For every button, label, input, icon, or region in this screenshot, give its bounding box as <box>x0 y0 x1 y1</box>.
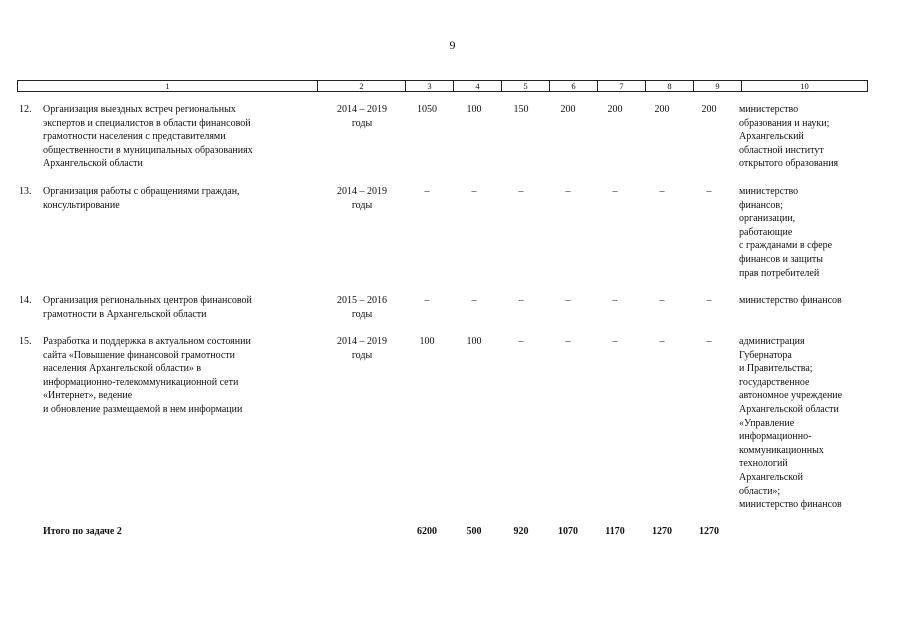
header-col-3: 3 <box>406 81 454 91</box>
value-col-7: 200 <box>607 104 623 115</box>
header-col-1: 1 <box>18 81 318 91</box>
row-name: Разработка и поддержка в актуальном состоянии сайта «Повышение финансовой грамотности населения Архангельской области» в информационно-телекоммуникационной сети «Интернет», ведение и обновление размещаемой в нем информации <box>43 336 251 415</box>
value-col-6: 200 <box>560 104 576 115</box>
value-col-3: – <box>424 186 430 197</box>
total-col-5: 920 <box>513 526 529 537</box>
row-period: 2014 – 2019 годы <box>337 104 387 129</box>
value-col-8: 200 <box>654 104 670 115</box>
total-col-6: 1070 <box>558 526 578 537</box>
value-col-4: – <box>471 186 477 197</box>
value-col-5: – <box>518 336 524 347</box>
header-col-7: 7 <box>598 81 646 91</box>
value-col-6: – <box>565 295 571 306</box>
value-col-5: 150 <box>513 104 529 115</box>
value-col-3: – <box>424 295 430 306</box>
row-name: Организация выездных встреч региональных экспертов и специалистов в области финансовой грамотности населения с представителями общественности в муниципальных образованиях Архангельской области <box>43 104 253 170</box>
row-period: 2014 – 2019 годы <box>337 336 387 361</box>
header-col-10: 10 <box>800 81 809 91</box>
value-col-4: – <box>471 295 477 306</box>
value-col-7: – <box>612 336 618 347</box>
value-col-9: – <box>706 186 712 197</box>
value-col-9: – <box>706 295 712 306</box>
value-col-7: – <box>612 295 618 306</box>
total-label: Итого по задаче 2 <box>43 526 122 537</box>
header-col-8: 8 <box>646 81 694 91</box>
row-number: 15. <box>19 336 32 347</box>
total-col-7: 1170 <box>605 526 625 537</box>
row-responsible: министерство финансов; организации, работающие с гражданами в сфере финансов и защиты прав потребителей <box>739 186 833 279</box>
header-col-4: 4 <box>454 81 502 91</box>
value-col-4: 100 <box>466 104 482 115</box>
value-col-6: – <box>565 186 571 197</box>
total-col-4: 500 <box>466 526 482 537</box>
row-responsible: министерство финансов <box>739 295 842 306</box>
row-period: 2014 – 2019 годы <box>337 186 387 211</box>
value-col-4: 100 <box>466 336 482 347</box>
value-col-5: – <box>518 186 524 197</box>
value-col-5: – <box>518 295 524 306</box>
table-header-row <box>17 80 868 92</box>
value-col-7: – <box>612 186 618 197</box>
total-col-8: 1270 <box>652 526 672 537</box>
value-col-9: 200 <box>701 104 717 115</box>
value-col-3: 100 <box>419 336 435 347</box>
value-col-8: – <box>659 295 665 306</box>
total-col-9: 1270 <box>699 526 719 537</box>
row-responsible: министерство образования и науки; Архангельский областной институт открытого образования <box>739 104 839 170</box>
row-number: 12. <box>19 104 32 115</box>
row-number: 14. <box>19 295 32 306</box>
row-name: Организация региональных центров финансовой грамотности в Архангельской области <box>43 295 252 320</box>
total-col-3: 6200 <box>417 526 437 537</box>
row-name: Организация работы с обращениями граждан, консультирование <box>43 186 240 211</box>
header-col-9: 9 <box>694 81 742 91</box>
header-col-2: 2 <box>318 81 406 91</box>
header-col-5: 5 <box>502 81 550 91</box>
value-col-9: – <box>706 336 712 347</box>
row-period: 2015 – 2016 годы <box>337 295 387 320</box>
row-number: 13. <box>19 186 32 197</box>
value-col-6: – <box>565 336 571 347</box>
page-number: 9 <box>449 38 456 52</box>
value-col-8: – <box>659 186 665 197</box>
header-col-6: 6 <box>550 81 598 91</box>
value-col-8: – <box>659 336 665 347</box>
value-col-3: 1050 <box>417 104 437 115</box>
row-responsible: администрация Губернатора и Правительства; государственное автономное учреждение Архангельской области «Управление информационно- коммуникационных технологий Архангельской области»; министерство финансов <box>739 336 843 511</box>
